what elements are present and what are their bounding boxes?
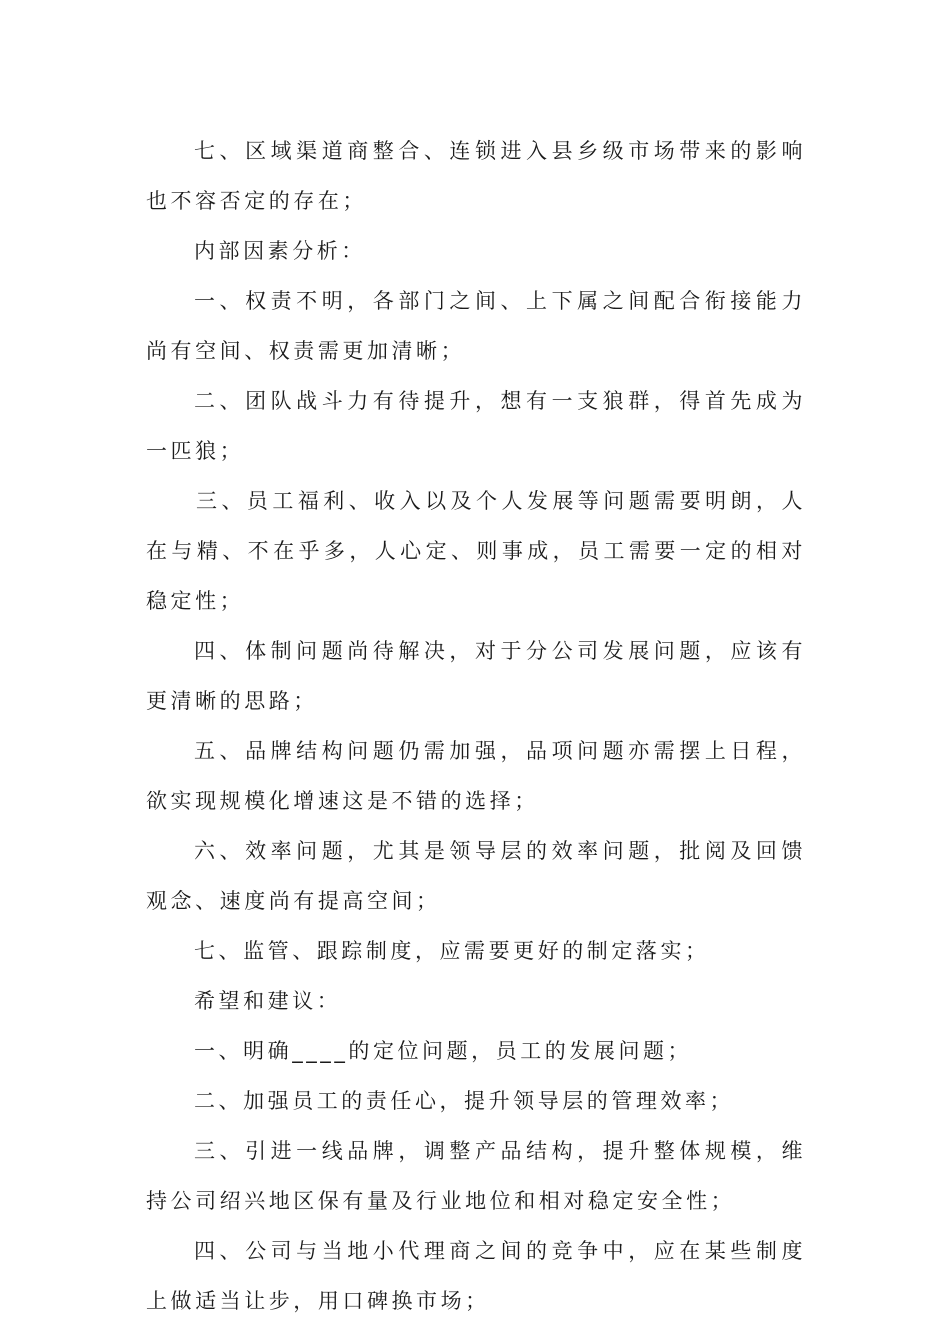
paragraph-internal-4: 四、体制问题尚待解决，对于分公司发展问题，应该有更清晰的思路； [146, 639, 806, 713]
paragraph-internal-2: 二、团队战斗力有待提升，想有一支狼群，得首先成为一匹狼； [146, 389, 806, 463]
heading-suggestions: 希望和建议： [194, 989, 342, 1013]
paragraph-internal-1: 一、权责不明，各部门之间、上下属之间配合衔接能力尚有空间、权责需更加清晰； [146, 289, 806, 363]
paragraph-suggestion-1: 一、明确____的定位问题，员工的发展问题； [194, 1039, 693, 1063]
paragraph-suggestion-4: 四、公司与当地小代理商之间的竞争中，应在某些制度上做适当让步，用口碑换市场； [146, 1239, 806, 1313]
paragraph-internal-7: 七、监管、跟踪制度，应需要更好的制定落实； [194, 939, 710, 963]
paragraph-internal-5: 五、品牌结构问题仍需加强，品项问题亦需摆上日程，欲实现规模化增速这是不错的选择； [146, 739, 806, 813]
document-body [146, 126, 806, 1326]
paragraph-market-channel-impact: 七、区域渠道商整合、连锁进入县乡级市场带来的影响也不容否定的存在； [146, 139, 806, 213]
paragraph-internal-6: 六、效率问题，尤其是领导层的效率问题，批阅及回馈观念、速度尚有提高空间； [146, 839, 806, 913]
paragraph-suggestion-3: 三、引进一线品牌，调整产品结构，提升整体规模，维持公司绍兴地区保有量及行业地位和相对稳定安全性； [146, 1139, 806, 1213]
paragraph-internal-3: 三、员工福利、收入以及个人发展等问题需要明朗，人在与精、不在乎多，人心定、则事成，员工需要一定的相对稳定性； [146, 489, 806, 613]
heading-internal-factors: 内部因素分析： [194, 239, 366, 263]
paragraph-suggestion-2: 二、加强员工的责任心，提升领导层的管理效率； [194, 1089, 735, 1113]
